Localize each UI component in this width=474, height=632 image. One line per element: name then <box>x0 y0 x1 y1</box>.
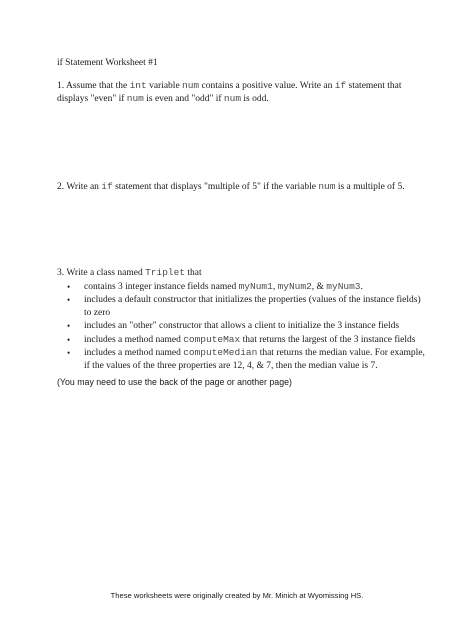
code-num: num <box>318 181 336 192</box>
question-2 <box>57 181 427 194</box>
list-item-text: , <box>272 281 278 292</box>
list-item <box>57 294 427 319</box>
question-1-text: variable <box>146 81 183 91</box>
question-3-text: that <box>185 268 202 278</box>
code-if: if <box>334 80 347 91</box>
code-num: num <box>126 92 144 104</box>
list-item-text: includes a method named <box>84 334 184 345</box>
footer-credit: These worksheets were originally created by Mr. Minich at Wyomissing HS. <box>110 591 364 600</box>
list-item <box>57 334 427 347</box>
question-2-text: statement that displays "multiple of 5" if the variable <box>112 182 319 192</box>
list-item-text: includes an "other" constructor that allows a client to initialize the 3 instance fields <box>84 321 400 331</box>
list-item-text: includes a method named <box>84 348 184 358</box>
bullet-icon: • <box>67 334 71 345</box>
list-item-text: that returns the median value. For example, if the values of the three properties are 12, 4, & 7, then the median value is 7. <box>84 348 425 371</box>
document-title: if Statement Worksheet #1 <box>57 58 158 68</box>
code-computemedian: computeMedian <box>183 347 258 358</box>
list-item-text: contains 3 integer instance fields named <box>84 281 239 292</box>
question-1 <box>57 80 427 105</box>
list-item <box>57 347 427 372</box>
question-3-text: 3. Write a class named <box>57 268 146 278</box>
code-mynum2: myNum2 <box>277 280 312 292</box>
question-3 <box>57 267 427 373</box>
bullet-icon: • <box>67 281 71 292</box>
code-num: num <box>223 92 242 104</box>
list-item-text: includes a default constructor that initializes the properties (values of the instance fields) to zero <box>84 295 421 318</box>
question-1-text: 1. Assume that the <box>57 81 130 91</box>
code-int: int <box>129 80 147 91</box>
list-item <box>57 320 427 333</box>
back-of-page-note: (You may need to use the back of the page or another page) <box>57 377 292 387</box>
code-num: num <box>182 80 200 91</box>
question-1-text: statement that displays "even" if <box>57 81 402 104</box>
list-item <box>57 281 427 294</box>
list-item-text: . <box>360 281 363 292</box>
code-computemax: computeMax <box>183 333 241 345</box>
requirements-list <box>57 281 427 373</box>
list-item-text: that returns the largest of the 3 instance fields <box>240 334 416 345</box>
question-1-text: contains a positive value. Write an <box>199 81 335 91</box>
question-2-text: 2. Write an <box>57 182 102 192</box>
question-3-heading <box>57 267 427 280</box>
question-1-text: is even and "odd" if <box>143 93 224 104</box>
code-mynum1: myNum1 <box>238 280 273 292</box>
bullet-icon: • <box>67 295 71 305</box>
code-mynum3: myNum3 <box>326 280 361 292</box>
question-2-text: is a multiple of 5. <box>335 182 405 192</box>
bullet-icon: • <box>67 321 71 331</box>
code-class-triplet: Triplet <box>145 267 186 278</box>
list-item-text: , & <box>311 281 327 292</box>
bullet-icon: • <box>67 348 71 358</box>
question-1-text: is odd. <box>241 93 269 104</box>
code-if: if <box>101 181 113 192</box>
